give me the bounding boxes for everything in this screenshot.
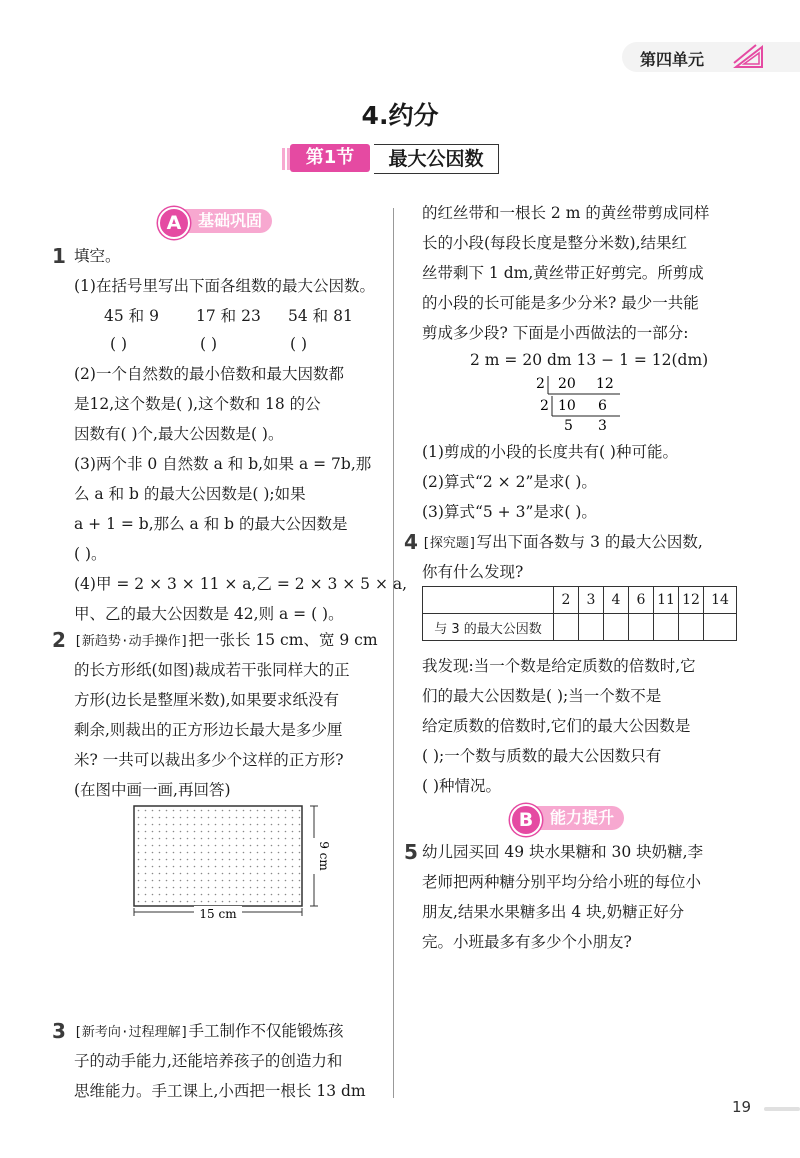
subheading-b-letter: B xyxy=(510,804,542,836)
division-number: 3 xyxy=(598,418,607,434)
subheading-b xyxy=(510,804,640,832)
q1-answer-blank[interactable]: ( ) xyxy=(200,335,218,353)
q5-line: 老师把两种糖分别平均分给小班的每位小 xyxy=(422,873,702,891)
q3-line xyxy=(74,1021,344,1043)
q4-tag: [探究题] xyxy=(422,536,477,551)
q3-subquestion: (3)算式“5 + 3”是求( )。 xyxy=(422,503,597,521)
rectangle-figure[interactable] xyxy=(128,800,331,928)
unit-label: 第四单元 xyxy=(640,50,705,69)
q1-line: (1)在括号里写出下面各组数的最大公因数。 xyxy=(74,277,375,295)
q1-line: (4)甲 = 2 × 3 × 11 × a,乙 = 2 × 3 × 5 × a, xyxy=(74,575,408,593)
subheading-a-letter: A xyxy=(158,207,190,239)
q3-line: 的小段的长可能是多少分米? 最少一共能 xyxy=(422,294,699,312)
q5-line: 完。小班最多有多少个小朋友? xyxy=(422,933,632,951)
q3-line: 的红丝带和一根长 2 m 的黄丝带剪成同样 xyxy=(422,204,710,222)
q1-line: 填空。 xyxy=(74,247,121,265)
page-bar-decoration xyxy=(764,1107,800,1111)
table-answer-cell[interactable] xyxy=(704,614,737,641)
division-divisor: 2 xyxy=(540,398,549,414)
q1-answer-blank[interactable]: ( ) xyxy=(290,335,308,353)
table-header-cell: 11 xyxy=(654,587,679,614)
q3-line: 子的动手能力,还能培养孩子的创造力和 xyxy=(74,1052,343,1070)
division-divisor: 2 xyxy=(536,376,545,392)
subheading-a xyxy=(158,207,288,235)
q3-line: 思维能力。手工课上,小西把一根长 13 dm xyxy=(74,1082,366,1100)
q1-line: 因数有( )个,最大公因数是( )。 xyxy=(74,425,284,443)
q2-text: 把一张长 15 cm、宽 9 cm xyxy=(188,631,378,649)
q2-line: 米? 一共可以裁出多少个这样的正方形? xyxy=(74,751,344,769)
q3-calculation: 2 m = 20 dm 13 − 1 = 12(dm) xyxy=(470,351,709,369)
division-number: 5 xyxy=(564,418,573,434)
division-number: 6 xyxy=(598,398,607,414)
q2-tag: [新趋势·动手操作] xyxy=(74,634,189,649)
subheading-b-label: 能力提升 xyxy=(532,806,624,830)
column-divider xyxy=(393,208,394,1098)
q2-line: (在图中画一画,再回答) xyxy=(74,781,231,799)
table-answer-cell[interactable] xyxy=(654,614,679,641)
question-3-number: 3 xyxy=(52,1019,66,1043)
q1-pair: 17 和 23 xyxy=(196,307,261,325)
q4-line: 你有什么发现? xyxy=(422,563,524,581)
table-cell xyxy=(423,587,554,614)
table-header-cell: 12 xyxy=(679,587,704,614)
table-header-cell: 14 xyxy=(704,587,737,614)
division-number: 12 xyxy=(596,376,614,392)
table-header-cell: 2 xyxy=(554,587,579,614)
table-answer-cell[interactable] xyxy=(579,614,604,641)
gcd-table xyxy=(422,586,737,641)
table-answer-cell[interactable] xyxy=(604,614,629,641)
short-division-figure xyxy=(530,374,630,434)
q3-text: 手工制作不仅能锻炼孩 xyxy=(188,1022,344,1040)
section-tag: 第1节 xyxy=(290,144,370,172)
q1-line: ( )。 xyxy=(74,545,107,563)
q3-line: 长的小段(每段长度是整分米数),结果红 xyxy=(422,234,688,252)
q1-line: 么 a 和 b 的最大公因数是( );如果 xyxy=(74,485,306,503)
q3-tag: [新考向·过程理解] xyxy=(74,1025,189,1040)
question-2-number: 2 xyxy=(52,628,66,652)
table-header-cell: 6 xyxy=(629,587,654,614)
lesson-title: 4.约分 xyxy=(361,101,439,130)
q3-line: 丝带剩下 1 dm,黄丝带正好剪完。所剪成 xyxy=(422,264,704,282)
table-row xyxy=(423,614,737,641)
question-1-number: 1 xyxy=(52,244,66,268)
q3-line: 剪成多少段? 下面是小西做法的一部分: xyxy=(422,324,689,342)
q1-line: (3)两个非 0 自然数 a 和 b,如果 a = 7b,那 xyxy=(74,455,372,473)
q3-subquestion: (2)算式“2 × 2”是求( )。 xyxy=(422,473,597,491)
q1-pair: 54 和 81 xyxy=(288,307,353,325)
q4-text: 写出下面各数与 3 的最大公因数, xyxy=(476,533,703,551)
q1-answer-blank[interactable]: ( ) xyxy=(110,335,128,353)
q2-line: 方形(边长是整厘米数),如果要求纸没有 xyxy=(74,691,340,709)
paper-rectangle xyxy=(134,806,302,906)
triangle-ruler-icon xyxy=(734,45,764,69)
q4-finding: ( )种情况。 xyxy=(422,777,502,795)
division-number: 20 xyxy=(558,376,576,392)
table-row-label: 与 3 的最大公因数 xyxy=(423,614,554,641)
table-row xyxy=(423,587,737,614)
q1-line: (2)一个自然数的最小倍数和最大因数都 xyxy=(74,365,344,383)
subheading-a-label: 基础巩固 xyxy=(180,209,272,233)
table-answer-cell[interactable] xyxy=(679,614,704,641)
width-label: 15 cm xyxy=(199,907,237,921)
q1-line: 是12,这个数是( ),这个数和 18 的公 xyxy=(74,395,321,413)
question-4-number: 4 xyxy=(404,530,418,554)
q2-line xyxy=(74,630,378,652)
q5-line: 朋友,结果水果糖多出 4 块,奶糖正好分 xyxy=(422,903,685,921)
table-answer-cell[interactable] xyxy=(554,614,579,641)
q3-subquestion: (1)剪成的小段的长度共有( )种可能。 xyxy=(422,443,678,461)
q4-finding: 给定质数的倍数时,它们的最大公因数是 xyxy=(422,717,691,735)
q4-finding: 我发现:当一个数是给定质数的倍数时,它 xyxy=(422,657,696,675)
section-name: 最大公因数 xyxy=(374,144,499,174)
division-number: 10 xyxy=(558,398,576,414)
q5-line: 幼儿园买回 49 块水果糖和 30 块奶糖,李 xyxy=(422,843,704,861)
q1-pair: 45 和 9 xyxy=(104,307,159,325)
q2-line: 剩余,则裁出的正方形边长最大是多少厘 xyxy=(74,721,343,739)
table-header-cell: 4 xyxy=(604,587,629,614)
unit-tab xyxy=(622,42,800,72)
q4-finding: ( );一个数与质数的最大公因数只有 xyxy=(422,747,662,765)
page-number: 19 xyxy=(732,1098,752,1116)
q4-line xyxy=(422,532,703,554)
question-5-number: 5 xyxy=(404,840,418,864)
q2-line: 的长方形纸(如图)裁成若干张同样大的正 xyxy=(74,661,350,679)
table-header-cell: 3 xyxy=(579,587,604,614)
q1-line: a + 1 = b,那么 a 和 b 的最大公因数是 xyxy=(74,515,348,533)
q1-line: 甲、乙的最大公因数是 42,则 a = ( )。 xyxy=(74,605,344,623)
q4-finding: 们的最大公因数是( );当一个数不是 xyxy=(422,687,662,705)
height-label: 9 cm xyxy=(317,841,331,871)
table-answer-cell[interactable] xyxy=(629,614,654,641)
